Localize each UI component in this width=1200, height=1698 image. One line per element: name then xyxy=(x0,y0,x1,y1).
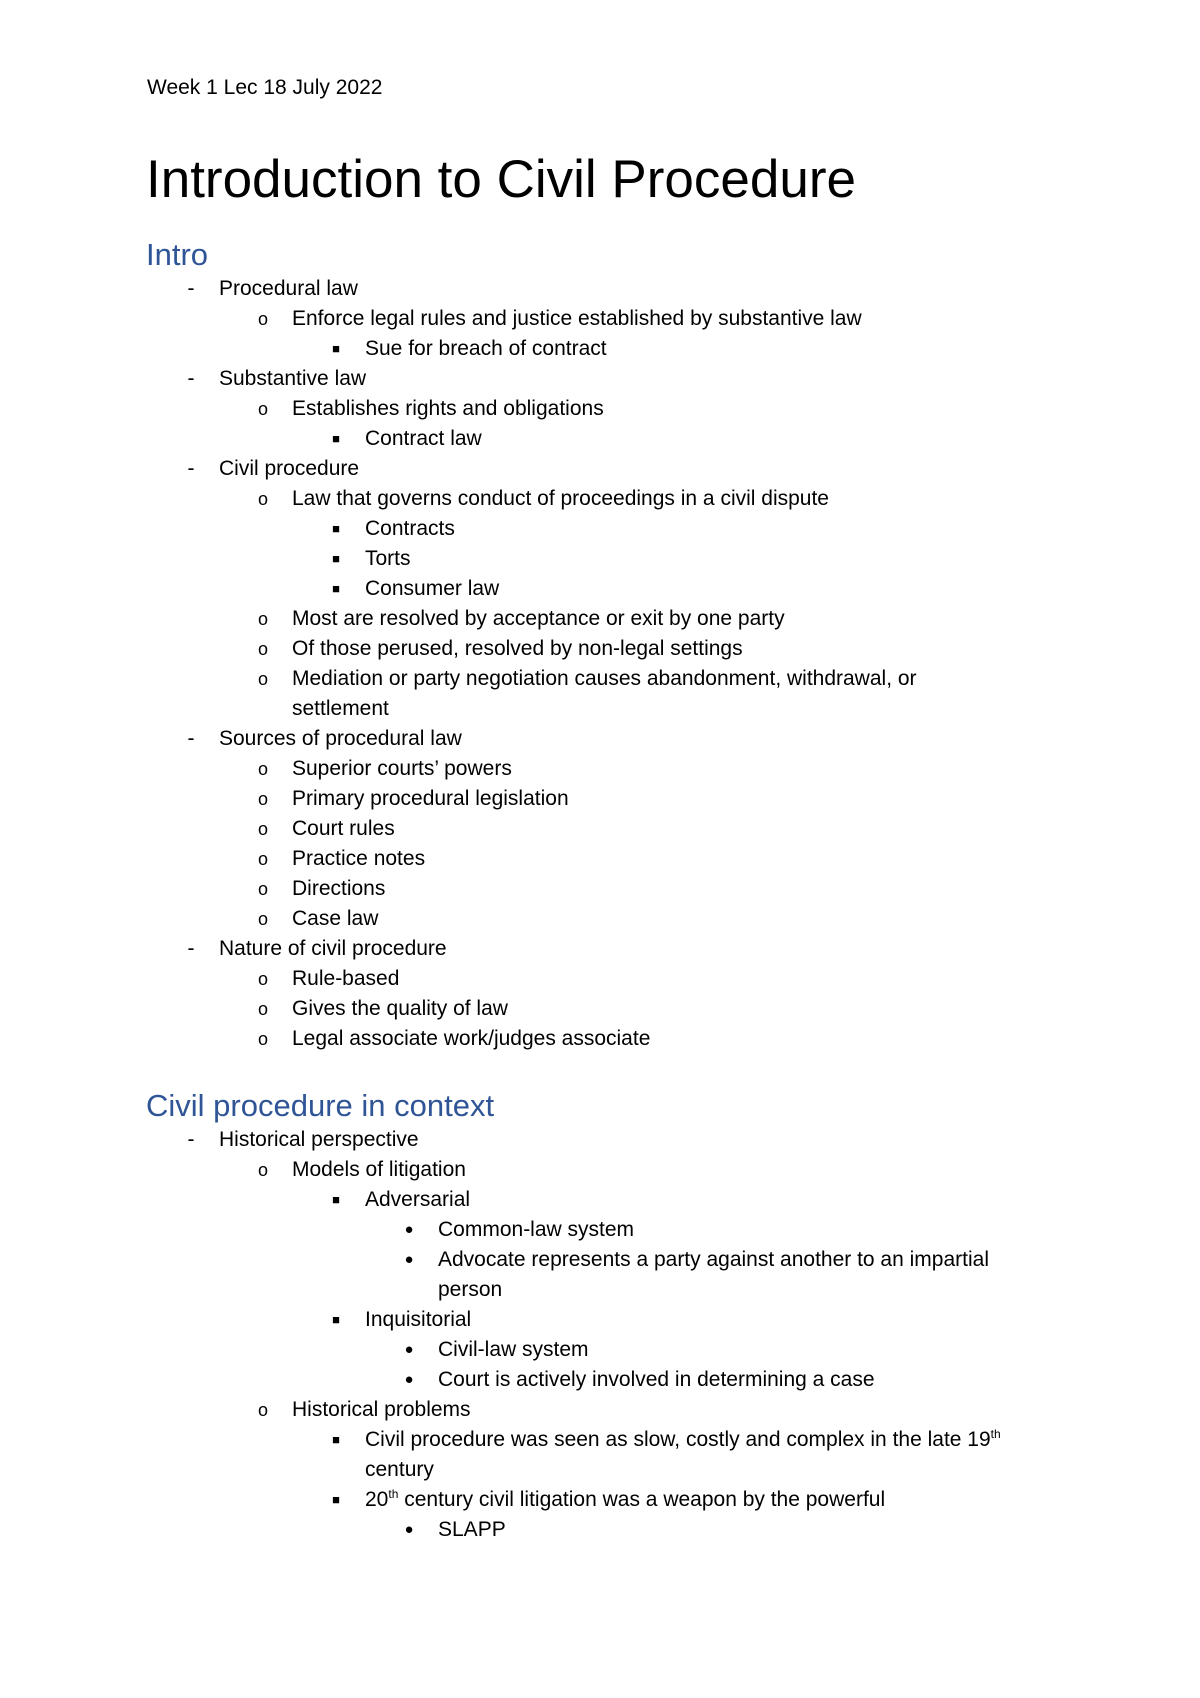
bullet-marker: o xyxy=(257,879,268,899)
list-item-text xyxy=(365,514,455,544)
bullet-marker: o xyxy=(257,1029,268,1049)
list-item-text xyxy=(365,1485,885,1515)
list-item xyxy=(0,754,1200,784)
bullet-marker: ■ xyxy=(332,581,340,596)
list-item-text xyxy=(292,784,569,814)
list-item xyxy=(0,994,1200,1024)
bullet-marker: o xyxy=(257,819,268,839)
list-item-text xyxy=(219,274,358,304)
list-item-text-main: 20 xyxy=(365,1488,389,1511)
list-item xyxy=(0,1395,1200,1425)
list-item-text-main: Enforce legal rules and justice established by substantive law xyxy=(292,307,862,330)
list-item-text xyxy=(292,844,425,874)
list-item xyxy=(0,1215,1200,1245)
bullet-marker: - xyxy=(187,937,195,960)
list-item xyxy=(0,1024,1200,1054)
list-item-text-main: Directions xyxy=(292,877,386,900)
bullet-marker: o xyxy=(257,849,268,869)
bullet-marker: ● xyxy=(404,1251,414,1268)
bullet-marker: ■ xyxy=(332,1432,340,1447)
list-item-text xyxy=(438,1215,634,1245)
list-item-text-main: Legal associate work/judges associate xyxy=(292,1027,651,1050)
list-item-text xyxy=(365,1185,470,1215)
list-item-text xyxy=(438,1245,1038,1305)
list-item xyxy=(0,364,1200,394)
list-item-text-main: Torts xyxy=(365,547,411,570)
bullet-marker: ■ xyxy=(332,521,340,536)
list-item-text xyxy=(292,1155,466,1185)
list-item-text xyxy=(292,964,399,994)
bullet-marker: o xyxy=(257,309,268,329)
bullet-marker: o xyxy=(257,489,268,509)
bullet-marker: - xyxy=(187,277,195,300)
list-item xyxy=(0,544,1200,574)
list-item-text xyxy=(219,364,366,394)
list-item-text-main: Civil procedure xyxy=(219,457,360,480)
list-item xyxy=(0,1515,1200,1545)
list-item-text xyxy=(292,394,604,424)
list-item xyxy=(0,1485,1200,1515)
list-item xyxy=(0,604,1200,634)
list-item-text xyxy=(365,544,411,574)
ordinal-superscript: th xyxy=(388,1487,399,1501)
list-item xyxy=(0,784,1200,814)
list-item-text xyxy=(219,454,359,484)
list-item-text-main: Superior courts’ powers xyxy=(292,757,512,780)
list-item-text xyxy=(365,1305,471,1335)
list-item-text-main: Procedural law xyxy=(219,277,358,300)
list-item-text xyxy=(292,814,395,844)
list-item xyxy=(0,964,1200,994)
list-item-text xyxy=(292,484,829,514)
list-item-text-main: Adversarial xyxy=(365,1188,471,1211)
bullet-marker: - xyxy=(187,1128,195,1151)
list-item-text-main: Historical perspective xyxy=(219,1128,419,1151)
list-item-text-main: Advocate represents a party against another to an impartial person xyxy=(438,1248,989,1301)
bullet-marker: o xyxy=(257,789,268,809)
list-item-text xyxy=(365,574,499,604)
bullet-marker: o xyxy=(257,639,268,659)
section-heading: Civil procedure in context xyxy=(146,1088,495,1123)
list-item xyxy=(0,844,1200,874)
list-item-text-main: Gives the quality of law xyxy=(292,997,508,1020)
bullet-marker: - xyxy=(187,727,195,750)
list-item-text-rest: century xyxy=(365,1458,434,1481)
bullet-marker: ● xyxy=(404,1521,414,1538)
document-title: Introduction to Civil Procedure xyxy=(146,150,856,209)
bullet-marker: ● xyxy=(404,1341,414,1358)
bullet-marker: o xyxy=(257,609,268,629)
list-item-text-main: Consumer law xyxy=(365,577,500,600)
list-item-text xyxy=(292,754,512,784)
bullet-marker: ■ xyxy=(332,551,340,566)
bullet-marker: o xyxy=(257,669,268,689)
list-item xyxy=(0,934,1200,964)
list-item xyxy=(0,1185,1200,1215)
list-item-text-main: Sources of procedural law xyxy=(219,727,462,750)
list-item-text-main: Practice notes xyxy=(292,847,426,870)
list-item xyxy=(0,1305,1200,1335)
list-item-text-main: Civil-law system xyxy=(438,1338,589,1361)
list-item xyxy=(0,574,1200,604)
list-item-text xyxy=(365,334,607,364)
list-item-text-main: Substantive law xyxy=(219,367,367,390)
bullet-marker: ■ xyxy=(332,341,340,356)
list-item xyxy=(0,274,1200,304)
list-item-text-main: Case law xyxy=(292,907,379,930)
list-item-text-main: Sue for breach of contract xyxy=(365,337,607,360)
list-item-text-main: Of those perused, resolved by non-legal settings xyxy=(292,637,743,660)
list-item xyxy=(0,1155,1200,1185)
list-item-text xyxy=(438,1365,875,1395)
list-item xyxy=(0,634,1200,664)
list-item xyxy=(0,454,1200,484)
list-item-text-main: Establishes rights and obligations xyxy=(292,397,604,420)
list-item xyxy=(0,394,1200,424)
list-item xyxy=(0,514,1200,544)
list-item-text-main: Most are resolved by acceptance or exit by one party xyxy=(292,607,785,630)
list-item xyxy=(0,664,1200,724)
list-item-text-rest: century civil litigation was a weapon by the powerful xyxy=(398,1488,886,1511)
bullet-marker: ■ xyxy=(332,1492,340,1507)
bullet-marker: o xyxy=(257,759,268,779)
list-item-text-main: Mediation or party negotiation causes abandonment, withdrawal, or settlement xyxy=(292,667,917,720)
bullet-marker: o xyxy=(257,1400,268,1420)
list-item-text-main: Contracts xyxy=(365,517,455,540)
list-item-text-main: Nature of civil procedure xyxy=(219,937,447,960)
section-civil-procedure-in-context xyxy=(0,1087,1200,1545)
list-item-text xyxy=(292,604,785,634)
list-item-text xyxy=(365,424,482,454)
list-item-text xyxy=(292,994,508,1024)
list-item xyxy=(0,1335,1200,1365)
bullet-marker: o xyxy=(257,399,268,419)
list-item-text xyxy=(438,1335,589,1365)
list-item-text-main: Historical problems xyxy=(292,1398,471,1421)
bullet-marker: ■ xyxy=(332,1192,340,1207)
bullet-marker: - xyxy=(187,367,195,390)
bullet-marker: - xyxy=(187,457,195,480)
list-item-text xyxy=(438,1515,506,1545)
list-item xyxy=(0,304,1200,334)
list-item xyxy=(0,484,1200,514)
lecture-date-header: Week 1 Lec 18 July 2022 xyxy=(147,76,383,99)
bullet-marker: ● xyxy=(404,1371,414,1388)
list-item-text xyxy=(292,1395,471,1425)
list-item-text xyxy=(365,1425,1045,1485)
section-intro xyxy=(0,236,1200,1054)
bullet-marker: o xyxy=(257,999,268,1019)
ordinal-superscript: th xyxy=(990,1427,1001,1441)
list-item-text xyxy=(292,304,862,334)
list-item-text xyxy=(292,1024,650,1054)
list-item xyxy=(0,904,1200,934)
bullet-marker: ■ xyxy=(332,1312,340,1327)
list-item-text xyxy=(292,634,743,664)
list-item-text xyxy=(292,874,385,904)
bullet-marker: ● xyxy=(404,1221,414,1238)
list-item xyxy=(0,1425,1200,1485)
list-item xyxy=(0,874,1200,904)
list-item xyxy=(0,424,1200,454)
list-item-text-main: Primary procedural legislation xyxy=(292,787,569,810)
list-item-text xyxy=(219,724,462,754)
list-item-text xyxy=(219,934,447,964)
list-item-text xyxy=(219,1125,419,1155)
list-item xyxy=(0,1125,1200,1155)
list-item-text-main: Inquisitorial xyxy=(365,1308,472,1331)
list-item xyxy=(0,724,1200,754)
bullet-marker: ■ xyxy=(332,431,340,446)
list-item-text-main: Court is actively involved in determining a case xyxy=(438,1368,875,1391)
list-item xyxy=(0,1365,1200,1395)
list-item-text-main: Court rules xyxy=(292,817,395,840)
list-item-text xyxy=(292,664,972,724)
bullet-marker: o xyxy=(257,969,268,989)
list-item-text-main: Rule-based xyxy=(292,967,400,990)
list-item-text-main: Models of litigation xyxy=(292,1158,466,1181)
list-item xyxy=(0,334,1200,364)
list-item-text-main: Civil procedure was seen as slow, costly and complex in the late 19 xyxy=(365,1428,991,1451)
list-item-text xyxy=(292,904,378,934)
list-item-text-main: Common-law system xyxy=(438,1218,635,1241)
outline-list xyxy=(0,274,1200,1054)
list-item-text-main: Contract law xyxy=(365,427,482,450)
bullet-marker: o xyxy=(257,909,268,929)
bullet-marker: o xyxy=(257,1160,268,1180)
list-item xyxy=(0,814,1200,844)
list-item-text-main: Law that governs conduct of proceedings in a civil dispute xyxy=(292,487,829,510)
section-heading: Intro xyxy=(146,237,209,272)
outline-list xyxy=(0,1125,1200,1545)
list-item xyxy=(0,1245,1200,1305)
list-item-text-main: SLAPP xyxy=(438,1518,506,1541)
